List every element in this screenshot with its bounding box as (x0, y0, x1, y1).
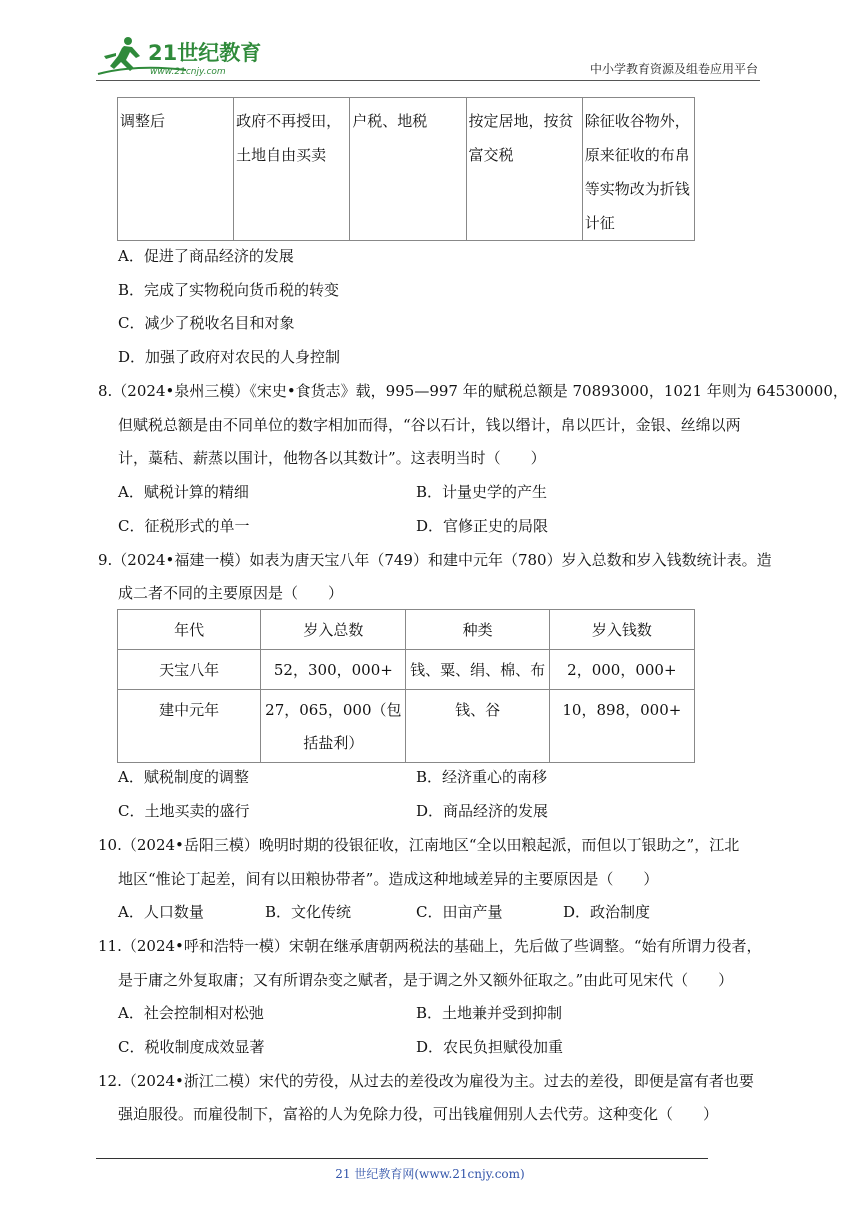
logo-url: www.21cnjy.com (150, 67, 226, 77)
table-cell: 建中元年 (118, 690, 261, 763)
q11-option-d[interactable]: D．农民负担赋役加重 (416, 1038, 564, 1056)
logo-title: 21世纪教育 (148, 41, 262, 65)
q10-option-d[interactable]: D．政治制度 (563, 903, 651, 921)
q8-option-c[interactable]: C．征税形式的单一 (118, 517, 250, 535)
platform-name: 中小学教育资源及组卷应用平台 (589, 62, 758, 76)
table-cell: 27，065，000（包括盐利） (261, 690, 406, 763)
q9-option-c[interactable]: C．土地买卖的盛行 (118, 802, 250, 820)
table-cell: 天宝八年 (118, 650, 261, 690)
q9-stem-line: 9.（2024•福建一模）如表为唐天宝八年（749）和建中元年（780）岁入总数和岁入钱数统计表。造 (98, 551, 772, 569)
revenue-table (117, 609, 695, 763)
q10-option-c[interactable]: C．田亩产量 (416, 903, 503, 921)
q9-stem-line: 成二者不同的主要原因是（ ） (118, 584, 344, 602)
table-row (118, 690, 695, 763)
footer-divider (96, 1158, 708, 1159)
table-cell: 调整后 (118, 98, 234, 241)
table-cell: 52，300，000+ (261, 650, 406, 690)
table-header-cell: 年代 (118, 610, 261, 650)
q7-option-a[interactable]: A．促进了商品经济的发展 (118, 247, 294, 265)
q11-option-c[interactable]: C．税收制度成效显著 (118, 1038, 265, 1056)
footer-link[interactable]: 21 世纪教育网(www.21cnjy.com) (335, 1167, 525, 1181)
logo-21cnjy (96, 34, 266, 78)
q8-option-d[interactable]: D．官修正史的局限 (416, 517, 549, 535)
header-divider (96, 80, 760, 81)
q8-stem-line: 计，藁秸、薪蒸以围计，他物各以其数计”。这表明当时（ ） (118, 449, 546, 467)
table-header-row (118, 610, 695, 650)
table-cell: 10，898，000+ (549, 690, 694, 763)
q7-option-d[interactable]: D．加强了政府对农民的人身控制 (118, 348, 341, 366)
table-row (118, 98, 695, 241)
table-cell: 除征收谷物外，原来征收的布帛等实物改为折钱计征 (582, 98, 694, 241)
q11-stem-line: 是于庸之外复取庸；又有所谓杂变之赋者，是于调之外又额外征取之。”由此可见宋代（ ） (118, 971, 734, 989)
q10-stem-line: 10.（2024•岳阳三模）晚明时期的役银征收，江南地区“全以田粮起派，而但以丁银助之”，江北 (98, 836, 740, 854)
table-cell: 户税、地税 (350, 98, 466, 241)
q10-option-b[interactable]: B．文化传统 (265, 903, 352, 921)
q8-stem-line: 但赋税总额是由不同单位的数字相加而得，“谷以石计，钱以缗计，帛以匹计，金银、丝绵以两 (118, 416, 741, 434)
q12-stem-line: 12.（2024•浙江二模）宋代的劳役，从过去的差役改为雇役为主。过去的差役，即便是富有者也要 (98, 1072, 754, 1090)
q10-option-a[interactable]: A．人口数量 (118, 903, 204, 921)
q8-option-b[interactable]: B．计量史学的产生 (416, 483, 548, 501)
table-header-cell: 岁入总数 (261, 610, 406, 650)
q9-option-b[interactable]: B．经济重心的南移 (416, 768, 548, 786)
q12-stem-line: 强迫服役。而雇役制下，富裕的人为免除力役，可出钱雇佣别人去代劳。这种变化（ ） (118, 1105, 719, 1123)
q8-option-a[interactable]: A．赋税计算的精细 (118, 483, 249, 501)
table-cell: 钱、粟、绢、棉、布 (406, 650, 549, 690)
table-header-cell: 岁入钱数 (549, 610, 694, 650)
q7-option-b[interactable]: B．完成了实物税向货币税的转变 (118, 281, 340, 299)
q9-option-a[interactable]: A．赋税制度的调整 (118, 768, 249, 786)
q11-stem-line: 11.（2024•呼和浩特一模）宋朝在继承唐朝两税法的基础上，先后做了些调整。“始有所谓力役者， (98, 937, 762, 955)
table-row (118, 650, 695, 690)
tax-reform-table (117, 97, 695, 241)
table-cell: 按定居地，按贫富交税 (466, 98, 582, 241)
table-cell: 钱、谷 (406, 690, 549, 763)
q7-option-c[interactable]: C．减少了税收名目和对象 (118, 314, 295, 332)
q8-stem-line: 8.（2024•泉州三模）《宋史•食货志》载，995—997 年的赋税总额是 70893000，1021 年则为 64530000， (98, 382, 848, 400)
page-header (96, 34, 760, 80)
q9-option-d[interactable]: D．商品经济的发展 (416, 802, 549, 820)
table-cell: 2，000，000+ (549, 650, 694, 690)
q11-option-a[interactable]: A．社会控制相对松弛 (118, 1004, 264, 1022)
q10-stem-line: 地区“惟论丁起差，间有以田粮协带者”。造成这种地域差异的主要原因是（ ） (118, 870, 659, 888)
table-header-cell: 种类 (406, 610, 549, 650)
q11-option-b[interactable]: B．土地兼并受到抑制 (416, 1004, 563, 1022)
table-cell: 政府不再授田，土地自由买卖 (234, 98, 350, 241)
